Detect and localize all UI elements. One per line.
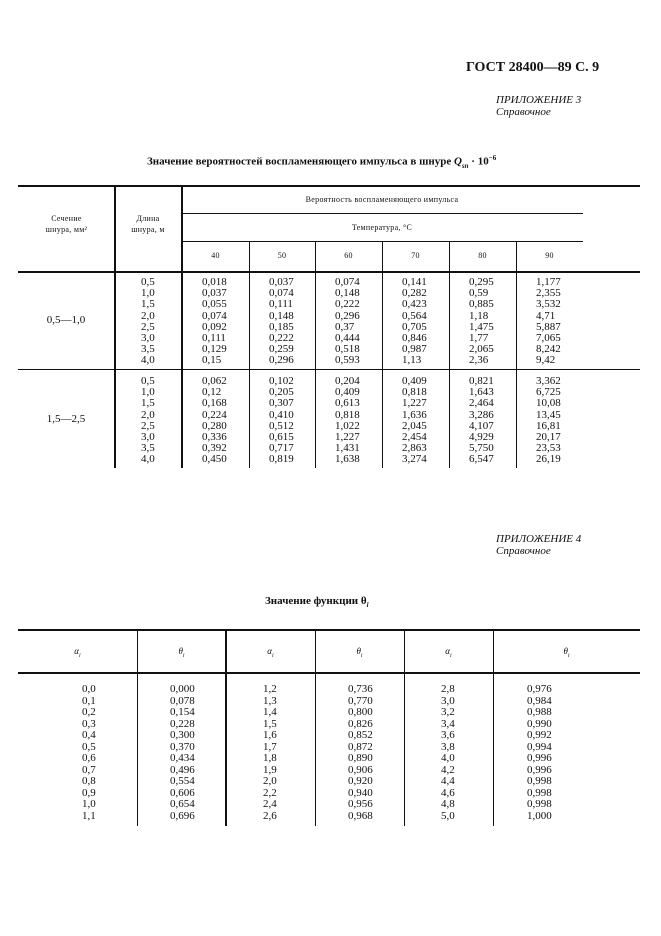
theta-value: 0,606 bbox=[170, 786, 195, 799]
probability-value: 0,15 bbox=[202, 354, 222, 367]
length-value: 2,0 bbox=[141, 408, 155, 421]
document-reference: ГОСТ 28400—89 С. 9 bbox=[466, 60, 600, 75]
header-subscript: i bbox=[79, 652, 81, 659]
caption-text: Значение вероятностей воспламеняющего импульса в шнуре bbox=[147, 155, 454, 168]
alpha-value: 3,4 bbox=[441, 717, 455, 730]
column-divider bbox=[181, 185, 183, 468]
theta-value: 0,300 bbox=[170, 729, 195, 741]
probability-value: 0,593 bbox=[335, 354, 360, 367]
theta-value: 0,976 bbox=[527, 683, 552, 695]
theta-value: 0,996 bbox=[527, 763, 552, 776]
section-value: 0,5—1,0 bbox=[46, 314, 86, 326]
length-value: 4,0 bbox=[141, 453, 155, 466]
probability-value: 1,13 bbox=[402, 354, 422, 367]
probability-value: 0,717 bbox=[269, 442, 294, 455]
header-symbol: α bbox=[74, 646, 80, 656]
caption-text: Значение функции θ bbox=[265, 595, 367, 607]
theta-header bbox=[315, 646, 404, 659]
probability-value: 2,045 bbox=[402, 419, 427, 432]
probability-value: 20,17 bbox=[536, 431, 561, 443]
theta-value: 0,890 bbox=[348, 752, 373, 764]
theta-value: 0,940 bbox=[348, 786, 373, 799]
temperature-header: 40 bbox=[211, 251, 220, 260]
theta-value: 0,434 bbox=[170, 752, 195, 764]
probability-value: 0,185 bbox=[269, 320, 294, 333]
caption-exponent: −6 bbox=[488, 154, 497, 162]
probability-value: 0,818 bbox=[402, 386, 427, 399]
theta-value: 0,984 bbox=[527, 694, 552, 707]
appendix3-caption bbox=[147, 154, 547, 170]
header-symbol: α bbox=[267, 646, 273, 656]
alpha-value: 4,8 bbox=[441, 798, 455, 810]
theta-value: 0,872 bbox=[348, 740, 373, 753]
probability-value: 0,846 bbox=[402, 332, 427, 344]
theta-value: 0,736 bbox=[348, 683, 373, 695]
probability-value: 1,022 bbox=[335, 419, 360, 432]
probability-value: 0,296 bbox=[335, 309, 360, 322]
temperature-header: 70 bbox=[411, 251, 420, 260]
alpha-value: 1,9 bbox=[263, 763, 277, 776]
probability-value: 0,444 bbox=[335, 332, 360, 344]
caption-multiplier: · 10 bbox=[468, 155, 489, 168]
probability-value: 0,222 bbox=[335, 298, 360, 311]
probability-value: 5,887 bbox=[536, 320, 561, 333]
probability-value: 2,36 bbox=[469, 354, 489, 367]
theta-header bbox=[137, 646, 226, 659]
probability-value: 0,615 bbox=[269, 431, 294, 443]
theta-value: 0,826 bbox=[348, 717, 373, 730]
probability-value: 9,42 bbox=[536, 354, 556, 367]
header-subscript: i bbox=[360, 652, 363, 659]
length-value: 4,0 bbox=[141, 354, 155, 367]
alpha-value: 0,3 bbox=[82, 717, 96, 730]
probability-value: 0,282 bbox=[402, 287, 427, 300]
probability-value: 1,227 bbox=[335, 431, 360, 443]
probability-value: 7,065 bbox=[536, 332, 561, 344]
theta-value: 0,770 bbox=[348, 694, 373, 707]
probability-value: 3,532 bbox=[536, 298, 561, 311]
probability-value: 0,141 bbox=[402, 276, 427, 288]
theta-value: 0,228 bbox=[170, 717, 195, 730]
probability-value: 0,148 bbox=[335, 287, 360, 300]
probability-value: 0,296 bbox=[269, 354, 294, 367]
column-divider bbox=[382, 241, 383, 468]
probability-value: 1,638 bbox=[335, 453, 360, 466]
probability-value: 0,168 bbox=[202, 397, 227, 410]
probability-value: 2,863 bbox=[402, 442, 427, 455]
alpha-value: 2,6 bbox=[263, 809, 277, 822]
column-header-temperature: Температура, °С bbox=[351, 223, 413, 232]
caption-subscript: i bbox=[366, 601, 369, 610]
alpha-value: 2,2 bbox=[263, 786, 277, 799]
probability-value: 0,885 bbox=[469, 298, 494, 311]
theta-value: 0,696 bbox=[170, 809, 195, 822]
probability-value: 0,018 bbox=[202, 276, 227, 288]
probability-value: 0,205 bbox=[269, 386, 294, 399]
alpha-value: 0,6 bbox=[82, 752, 96, 764]
probability-value: 0,102 bbox=[269, 375, 294, 387]
alpha-value: 3,0 bbox=[441, 694, 455, 707]
probability-value: 0,450 bbox=[202, 453, 227, 466]
probability-value: 2,065 bbox=[469, 343, 494, 356]
probability-value: 0,423 bbox=[402, 298, 427, 311]
header-subscript: i bbox=[272, 652, 274, 659]
length-value: 0,5 bbox=[141, 276, 155, 288]
probability-value: 0,280 bbox=[202, 419, 227, 432]
header-subscript: i bbox=[567, 652, 570, 659]
alpha-value: 1,7 bbox=[263, 740, 277, 753]
header-bottom-border bbox=[18, 271, 640, 273]
probability-value: 26,19 bbox=[536, 453, 561, 466]
probability-value: 0,111 bbox=[202, 332, 226, 344]
length-value: 0,5 bbox=[141, 375, 155, 387]
column-divider bbox=[516, 241, 517, 468]
probability-value: 5,750 bbox=[469, 442, 494, 455]
alpha-value: 0,5 bbox=[82, 740, 96, 753]
probability-value: 1,643 bbox=[469, 386, 494, 399]
probability-value: 0,062 bbox=[202, 375, 227, 387]
probability-value: 0,307 bbox=[269, 397, 294, 410]
probability-value: 23,53 bbox=[536, 442, 561, 455]
probability-value: 3,274 bbox=[402, 453, 427, 466]
probability-value: 6,725 bbox=[536, 386, 561, 399]
probability-value: 0,295 bbox=[469, 276, 494, 288]
probability-value: 0,336 bbox=[202, 431, 227, 443]
length-value: 1,0 bbox=[141, 287, 155, 300]
probability-value: 0,055 bbox=[202, 298, 227, 311]
theta-value: 0,654 bbox=[170, 798, 195, 810]
alpha-value: 1,4 bbox=[263, 706, 277, 718]
probability-value: 10,08 bbox=[536, 397, 561, 410]
theta-value: 0,996 bbox=[527, 752, 552, 764]
probability-value: 0,518 bbox=[335, 343, 360, 356]
theta-value: 0,994 bbox=[527, 740, 552, 753]
probability-value: 4,929 bbox=[469, 431, 494, 443]
header-symbol: θ bbox=[563, 646, 568, 656]
caption-symbol: Q bbox=[453, 155, 462, 168]
probability-value: 0,037 bbox=[269, 276, 294, 288]
probability-value: 1,177 bbox=[536, 276, 561, 288]
theta-value: 0,078 bbox=[170, 694, 195, 707]
alpha-value: 0,0 bbox=[82, 683, 96, 695]
probability-value: 2,464 bbox=[469, 397, 494, 410]
column-divider bbox=[249, 241, 250, 468]
probability-value: 1,77 bbox=[469, 332, 489, 344]
theta-value: 0,998 bbox=[527, 798, 552, 810]
alpha-value: 0,2 bbox=[82, 706, 96, 718]
probability-value: 1,475 bbox=[469, 320, 494, 333]
probability-value: 0,987 bbox=[402, 343, 427, 356]
probability-value: 3,286 bbox=[469, 408, 494, 421]
section-value: 1,5—2,5 bbox=[46, 413, 86, 425]
header-subscript: i bbox=[182, 652, 185, 659]
alpha-value: 1,3 bbox=[263, 694, 277, 707]
alpha-header bbox=[226, 646, 315, 659]
column-header-section: Сечение шнура, мм² bbox=[45, 214, 88, 234]
alpha-header bbox=[18, 646, 137, 659]
theta-value: 0,998 bbox=[527, 786, 552, 799]
probability-value: 0,074 bbox=[335, 276, 360, 288]
theta-value: 0,554 bbox=[170, 775, 195, 787]
appendix3-subtitle: Справочное bbox=[496, 106, 551, 118]
probability-value: 0,148 bbox=[269, 309, 294, 322]
alpha-header bbox=[404, 646, 493, 659]
alpha-value: 0,8 bbox=[82, 775, 96, 787]
length-value: 1,5 bbox=[141, 298, 155, 311]
probability-value: 0,512 bbox=[269, 419, 294, 432]
probability-value: 1,227 bbox=[402, 397, 427, 410]
probability-value: 0,409 bbox=[402, 375, 427, 387]
length-value: 3,0 bbox=[141, 431, 155, 443]
theta-value: 0,998 bbox=[527, 775, 552, 787]
probability-value: 0,821 bbox=[469, 375, 494, 387]
group-divider bbox=[18, 369, 640, 370]
alpha-value: 3,6 bbox=[441, 729, 455, 741]
table-top-border bbox=[18, 629, 640, 631]
alpha-value: 0,4 bbox=[82, 729, 96, 741]
temperature-header: 50 bbox=[277, 251, 287, 260]
probability-value: 2,355 bbox=[536, 287, 561, 300]
probability-value: 0,818 bbox=[335, 408, 360, 421]
header-bottom-border bbox=[18, 672, 640, 674]
probability-value: 0,37 bbox=[335, 320, 355, 333]
theta-value: 0,370 bbox=[170, 740, 195, 753]
probability-value: 0,392 bbox=[202, 442, 227, 455]
temperature-header: 60 bbox=[344, 251, 353, 260]
theta-value: 0,852 bbox=[348, 729, 373, 741]
length-value: 1,0 bbox=[141, 386, 155, 399]
probability-value: 0,259 bbox=[269, 343, 294, 356]
theta-value: 0,000 bbox=[170, 683, 195, 695]
appendix4-title: ПРИЛОЖЕНИЕ 4 bbox=[496, 533, 582, 545]
alpha-value: 1,0 bbox=[82, 798, 96, 810]
column-divider bbox=[114, 185, 116, 468]
header-subscript: i bbox=[450, 652, 452, 659]
column-divider bbox=[449, 241, 450, 468]
table-top-border bbox=[18, 185, 640, 187]
length-value: 2,5 bbox=[141, 320, 155, 333]
alpha-value: 3,2 bbox=[441, 706, 455, 718]
probability-value: 0,12 bbox=[202, 386, 222, 399]
header-divider bbox=[182, 213, 583, 214]
alpha-value: 1,1 bbox=[82, 809, 96, 822]
column-divider bbox=[315, 241, 316, 468]
probability-value: 16,81 bbox=[536, 419, 561, 432]
header-symbol: θ bbox=[356, 646, 361, 656]
alpha-value: 4,0 bbox=[441, 752, 455, 764]
alpha-value: 1,6 bbox=[263, 729, 277, 741]
probability-value: 13,45 bbox=[536, 408, 561, 421]
length-value: 2,5 bbox=[141, 419, 155, 432]
alpha-value: 4,4 bbox=[441, 775, 455, 787]
alpha-value: 1,8 bbox=[263, 752, 277, 764]
probability-value: 0,819 bbox=[269, 453, 294, 466]
temperature-header: 90 bbox=[545, 251, 554, 260]
probability-value: 0,111 bbox=[269, 298, 293, 311]
alpha-value: 1,5 bbox=[263, 717, 277, 730]
probability-value: 0,613 bbox=[335, 397, 360, 410]
theta-value: 0,920 bbox=[348, 775, 373, 787]
appendix4-subtitle: Справочное bbox=[496, 545, 551, 557]
alpha-value: 4,6 bbox=[441, 786, 455, 799]
probability-value: 2,454 bbox=[402, 431, 427, 443]
alpha-value: 0,7 bbox=[82, 763, 96, 776]
theta-value: 0,956 bbox=[348, 798, 373, 810]
appendix4-caption bbox=[265, 595, 465, 609]
probability-value: 0,564 bbox=[402, 309, 427, 322]
alpha-value: 5,0 bbox=[441, 809, 455, 822]
alpha-value: 2,8 bbox=[441, 683, 455, 695]
probability-value: 1,18 bbox=[469, 309, 489, 322]
alpha-value: 2,0 bbox=[263, 775, 277, 787]
length-value: 3,5 bbox=[141, 343, 155, 356]
alpha-value: 3,8 bbox=[441, 740, 455, 753]
appendix3-title: ПРИЛОЖЕНИЕ 3 bbox=[496, 94, 582, 106]
probability-value: 0,074 bbox=[202, 309, 227, 322]
probability-value: 8,242 bbox=[536, 343, 561, 356]
probability-value: 1,636 bbox=[402, 408, 427, 421]
probability-value: 0,092 bbox=[202, 320, 227, 333]
probability-value: 6,547 bbox=[469, 453, 494, 466]
alpha-value: 2,4 bbox=[263, 798, 277, 810]
theta-value: 0,496 bbox=[170, 763, 195, 776]
theta-value: 0,968 bbox=[348, 809, 373, 822]
theta-header bbox=[493, 646, 640, 659]
header-symbol: α bbox=[445, 646, 451, 656]
probability-value: 1,431 bbox=[335, 442, 360, 455]
probability-value: 0,409 bbox=[335, 386, 360, 399]
alpha-value: 0,9 bbox=[82, 786, 96, 799]
column-header-length: Длина шнура, м bbox=[131, 214, 165, 234]
theta-value: 0,154 bbox=[170, 706, 195, 718]
probability-value: 4,71 bbox=[536, 309, 556, 322]
probability-value: 0,59 bbox=[469, 287, 489, 300]
theta-value: 0,992 bbox=[527, 729, 552, 741]
length-value: 3,5 bbox=[141, 442, 155, 455]
temperature-header: 80 bbox=[478, 251, 487, 260]
theta-value: 0,906 bbox=[348, 763, 373, 776]
probability-value: 4,107 bbox=[469, 419, 494, 432]
probability-value: 0,129 bbox=[202, 343, 227, 356]
length-value: 3,0 bbox=[141, 332, 155, 344]
probability-value: 0,705 bbox=[402, 320, 427, 333]
probability-value: 0,410 bbox=[269, 408, 294, 421]
probability-value: 0,037 bbox=[202, 287, 227, 300]
probability-value: 0,204 bbox=[335, 375, 360, 387]
probability-value: 0,224 bbox=[202, 408, 227, 421]
length-value: 1,5 bbox=[141, 397, 155, 410]
probability-value: 0,222 bbox=[269, 332, 294, 344]
column-header-probability: Вероятность воспламеняющего импульса bbox=[305, 195, 459, 204]
alpha-value: 4,2 bbox=[441, 763, 455, 776]
probability-value: 0,074 bbox=[269, 287, 294, 300]
theta-value: 0,988 bbox=[527, 706, 552, 718]
length-value: 2,0 bbox=[141, 309, 155, 322]
theta-value: 0,990 bbox=[527, 717, 552, 730]
theta-value: 0,800 bbox=[348, 706, 373, 718]
alpha-value: 1,2 bbox=[263, 683, 277, 695]
probability-value: 3,362 bbox=[536, 375, 561, 387]
theta-value: 1,000 bbox=[527, 809, 552, 822]
header-symbol: θ bbox=[178, 646, 183, 656]
alpha-value: 0,1 bbox=[82, 694, 96, 707]
caption-subscript: sn bbox=[461, 161, 469, 170]
